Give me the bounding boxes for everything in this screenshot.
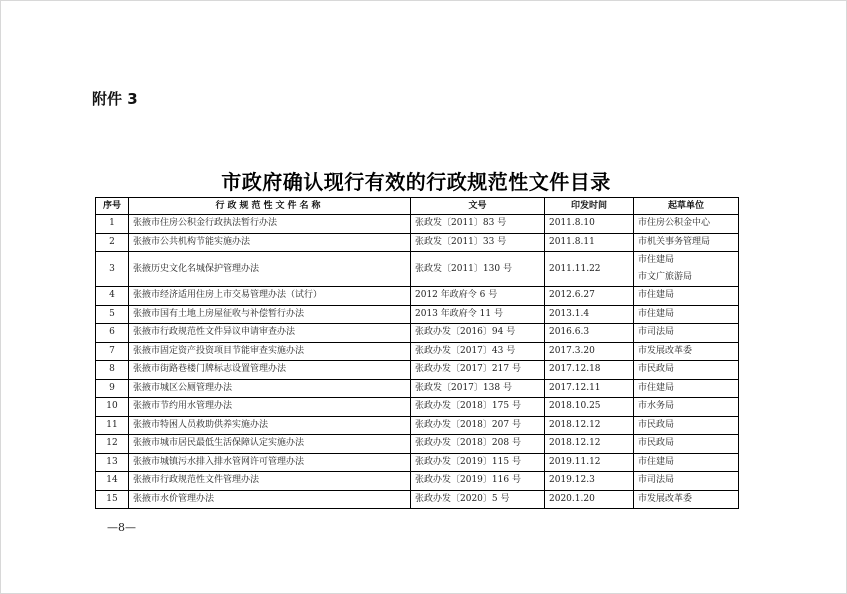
cell-document-name: 张掖历史文化名城保护管理办法 xyxy=(129,252,411,287)
drafting-unit-name: 市民政局 xyxy=(638,364,675,375)
header-serial-number: 序号 xyxy=(96,198,129,215)
cell-document-number: 张政发〔2011〕130 号 xyxy=(411,252,545,287)
cell-document-name: 张掖市水价管理办法 xyxy=(129,490,411,509)
cell-drafting-unit xyxy=(634,379,739,398)
cell-serial-number: 10 xyxy=(96,398,129,417)
cell-serial-number: 5 xyxy=(96,305,129,324)
drafting-unit-name: 市住建局 xyxy=(638,255,675,265)
table-body xyxy=(96,215,739,509)
cell-document-name: 张掖市城区公厕管理办法 xyxy=(129,379,411,398)
cell-drafting-unit xyxy=(634,305,739,324)
drafting-unit-name: 市民政局 xyxy=(638,438,675,449)
cell-issue-date: 2013.1.4 xyxy=(545,305,634,324)
cell-issue-date: 2019.11.12 xyxy=(545,453,634,472)
cell-document-number: 张政办发〔2018〕207 号 xyxy=(411,416,545,435)
header-drafting-unit: 起草单位 xyxy=(634,198,739,215)
cell-serial-number: 4 xyxy=(96,287,129,306)
drafting-unit-name: 市住建局 xyxy=(638,456,675,467)
cell-issue-date: 2011.11.22 xyxy=(545,252,634,287)
cell-drafting-unit xyxy=(634,398,739,417)
cell-document-number: 2012 年政府令 6 号 xyxy=(411,287,545,306)
cell-document-name: 张掖市节约用水管理办法 xyxy=(129,398,411,417)
table-row xyxy=(96,416,739,435)
cell-issue-date: 2018.12.12 xyxy=(545,416,634,435)
cell-document-name: 张掖市住房公积金行政执法暂行办法 xyxy=(129,215,411,234)
cell-issue-date: 2011.8.10 xyxy=(545,215,634,234)
header-document-name: 行政规范性文件名称 xyxy=(129,198,411,215)
drafting-unit-name: 市文广旅游局 xyxy=(638,272,693,282)
cell-drafting-unit xyxy=(634,287,739,306)
page-number: —8— xyxy=(107,521,136,534)
table-row xyxy=(96,342,739,361)
cell-drafting-unit xyxy=(634,490,739,509)
cell-serial-number: 11 xyxy=(96,416,129,435)
cell-issue-date: 2019.12.3 xyxy=(545,472,634,491)
table-row xyxy=(96,215,739,234)
cell-document-number: 张政办发〔2017〕217 号 xyxy=(411,361,545,380)
drafting-unit-name: 市司法局 xyxy=(638,327,675,338)
cell-document-name: 张掖市行政规范性文件管理办法 xyxy=(129,472,411,491)
drafting-unit-name: 市发展改革委 xyxy=(638,493,693,504)
cell-drafting-unit xyxy=(634,324,739,343)
cell-document-name: 张掖市固定资产投资项目节能审查实施办法 xyxy=(129,342,411,361)
drafting-unit-name: 市住建局 xyxy=(638,290,675,301)
table-row xyxy=(96,361,739,380)
table-row xyxy=(96,453,739,472)
document-title: 市政府确认现行有效的行政规范性文件目录 xyxy=(221,170,611,194)
cell-drafting-unit xyxy=(634,472,739,491)
drafting-unit-name: 市民政局 xyxy=(638,419,675,430)
cell-serial-number: 2 xyxy=(96,233,129,252)
cell-serial-number: 14 xyxy=(96,472,129,491)
cell-document-number: 张政发〔2011〕33 号 xyxy=(411,233,545,252)
cell-document-number: 张政发〔2011〕83 号 xyxy=(411,215,545,234)
drafting-unit-name: 市发展改革委 xyxy=(638,345,693,356)
cell-issue-date: 2016.6.3 xyxy=(545,324,634,343)
cell-document-name: 张掖市城镇污水排入排水管网许可管理办法 xyxy=(129,453,411,472)
cell-drafting-unit xyxy=(634,233,739,252)
table-row xyxy=(96,233,739,252)
cell-document-number: 张政办发〔2018〕175 号 xyxy=(411,398,545,417)
table-row xyxy=(96,398,739,417)
drafting-unit-name: 市住房公积金中心 xyxy=(638,218,711,229)
table-header-row xyxy=(96,198,739,215)
cell-document-number: 张政办发〔2018〕208 号 xyxy=(411,435,545,454)
cell-document-name: 张掖市行政规范性文件异议申请审查办法 xyxy=(129,324,411,343)
cell-issue-date: 2017.3.20 xyxy=(545,342,634,361)
drafting-unit-name: 市住建局 xyxy=(638,382,675,393)
cell-document-name: 张掖市街路巷楼门牌标志设置管理办法 xyxy=(129,361,411,380)
document-catalog-table xyxy=(95,197,739,509)
cell-document-number: 张政办发〔2019〕116 号 xyxy=(411,472,545,491)
cell-drafting-unit xyxy=(634,215,739,234)
cell-document-number: 张政办发〔2020〕5 号 xyxy=(411,490,545,509)
attachment-label: 附件 3 xyxy=(92,90,138,108)
cell-issue-date: 2017.12.18 xyxy=(545,361,634,380)
cell-serial-number: 8 xyxy=(96,361,129,380)
header-document-number: 文号 xyxy=(411,198,545,215)
cell-serial-number: 6 xyxy=(96,324,129,343)
header-issue-date: 印发时间 xyxy=(545,198,634,215)
cell-serial-number: 12 xyxy=(96,435,129,454)
table-row xyxy=(96,379,739,398)
cell-document-number: 张政办发〔2019〕115 号 xyxy=(411,453,545,472)
table-row xyxy=(96,490,739,509)
cell-serial-number: 7 xyxy=(96,342,129,361)
cell-issue-date: 2018.10.25 xyxy=(545,398,634,417)
cell-document-number: 张政办发〔2016〕94 号 xyxy=(411,324,545,343)
cell-issue-date: 2018.12.12 xyxy=(545,435,634,454)
cell-document-number: 张政发〔2017〕138 号 xyxy=(411,379,545,398)
table-row xyxy=(96,324,739,343)
cell-issue-date: 2017.12.11 xyxy=(545,379,634,398)
cell-drafting-unit xyxy=(634,252,739,287)
cell-drafting-unit xyxy=(634,435,739,454)
cell-serial-number: 1 xyxy=(96,215,129,234)
table-row xyxy=(96,435,739,454)
cell-serial-number: 9 xyxy=(96,379,129,398)
cell-issue-date: 2020.1.20 xyxy=(545,490,634,509)
cell-document-name: 张掖市国有土地上房屋征收与补偿暂行办法 xyxy=(129,305,411,324)
table-row xyxy=(96,472,739,491)
table-row xyxy=(96,305,739,324)
drafting-unit-name: 市住建局 xyxy=(638,308,675,319)
cell-drafting-unit xyxy=(634,453,739,472)
cell-document-number: 2013 年政府令 11 号 xyxy=(411,305,545,324)
cell-document-name: 张掖市经济适用住房上市交易管理办法（试行） xyxy=(129,287,411,306)
cell-issue-date: 2011.8.11 xyxy=(545,233,634,252)
cell-document-name: 张掖市城市居民最低生活保障认定实施办法 xyxy=(129,435,411,454)
drafting-unit-name: 市水务局 xyxy=(638,401,675,412)
cell-drafting-unit xyxy=(634,416,739,435)
cell-serial-number: 3 xyxy=(96,252,129,287)
cell-serial-number: 15 xyxy=(96,490,129,509)
drafting-unit-name: 市司法局 xyxy=(638,475,675,486)
cell-drafting-unit xyxy=(634,361,739,380)
cell-document-number: 张政办发〔2017〕43 号 xyxy=(411,342,545,361)
drafting-unit-name: 市机关事务管理局 xyxy=(638,236,711,247)
cell-serial-number: 13 xyxy=(96,453,129,472)
cell-document-name: 张掖市特困人员救助供养实施办法 xyxy=(129,416,411,435)
cell-document-name: 张掖市公共机构节能实施办法 xyxy=(129,233,411,252)
table-row xyxy=(96,287,739,306)
cell-issue-date: 2012.6.27 xyxy=(545,287,634,306)
cell-drafting-unit xyxy=(634,342,739,361)
table-row xyxy=(96,252,739,287)
